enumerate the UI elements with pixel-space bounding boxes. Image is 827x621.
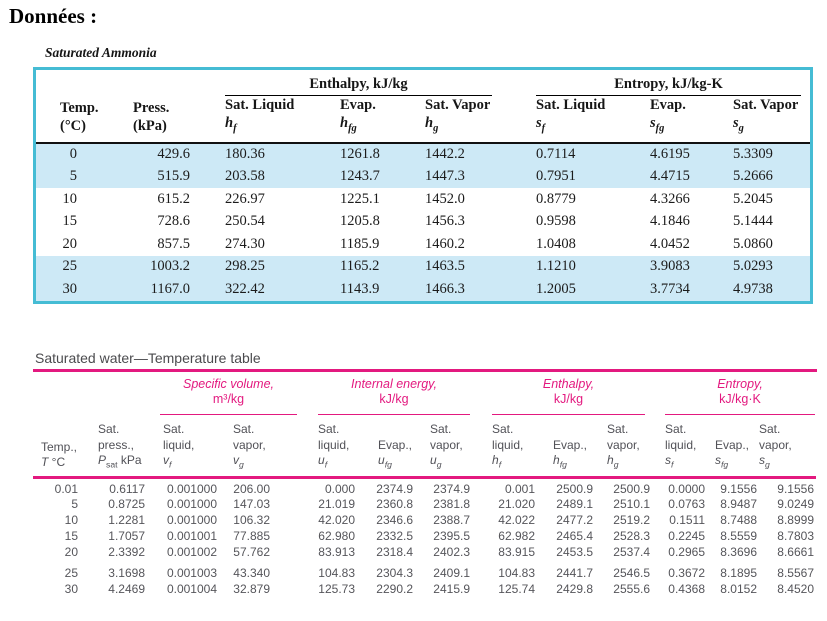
- water-cell: 8.8999: [777, 512, 814, 527]
- water-cell: 42.022: [498, 512, 535, 527]
- water-cell: 0.0000: [668, 481, 705, 496]
- water-cell: 2381.8: [433, 496, 470, 511]
- water-cell: 43.340: [233, 565, 270, 580]
- ammonia-column-header: Sat. Liquid $s_f$: [518, 96, 632, 143]
- water-cell: 2555.6: [613, 581, 650, 596]
- water-cell: 2453.5: [556, 544, 593, 559]
- water-cell: 0.2965: [668, 544, 705, 559]
- group-label: Internal energy,: [351, 377, 437, 391]
- water-table: [33, 350, 817, 615]
- ammonia-cell: 0: [36, 143, 92, 166]
- ammonia-table-row: [36, 143, 810, 166]
- group-unit: kJ/kg: [379, 392, 409, 406]
- ammonia-cell: 0.7114: [518, 143, 632, 166]
- water-cell: 8.4520: [777, 581, 814, 596]
- water-cell: 30: [64, 581, 78, 596]
- water-cell: 2477.2: [556, 512, 593, 527]
- water-cell: 2388.7: [433, 512, 470, 527]
- water-table-row: [33, 512, 816, 528]
- water-cell: 104.83: [498, 565, 535, 580]
- water-table-top-rule: [33, 369, 817, 372]
- ammonia-table: [33, 67, 813, 304]
- water-cell: 8.5559: [720, 528, 757, 543]
- water-cell: 147.03: [233, 496, 270, 511]
- ammonia-cell: 4.3266: [650, 190, 690, 207]
- ammonia-cell: 3.9083: [632, 256, 715, 279]
- water-cell: 0.001000: [166, 512, 217, 527]
- water-cell: 206.00: [233, 481, 270, 496]
- ammonia-cell: 5.0860: [733, 235, 773, 252]
- header-line: Press.: [133, 99, 170, 116]
- water-cell: 3.1698: [108, 565, 145, 580]
- water-cell: 9.0249: [777, 496, 814, 511]
- water-column-header: Sat. liquid, $s_f$: [652, 420, 707, 477]
- ammonia-table-row: [36, 188, 810, 211]
- ammonia-cell: 5: [36, 166, 92, 189]
- water-cell: 8.0152: [720, 581, 757, 596]
- ammonia-cell: 1205.8: [340, 213, 380, 230]
- water-cell: 2500.9: [613, 481, 650, 496]
- water-cell: 2528.3: [613, 528, 650, 543]
- water-cell: 104.83: [318, 565, 355, 580]
- ammonia-cell: 30: [36, 278, 92, 301]
- ammonia-cell: 1143.9: [322, 278, 407, 301]
- group-label: Specific volume,: [182, 377, 274, 391]
- page-title: Données :: [9, 4, 98, 28]
- water-cell: 83.913: [318, 544, 355, 559]
- water-column-header: Sat. liquid, $h_f$: [472, 420, 537, 477]
- ammonia-cell: 1.0408: [536, 235, 576, 252]
- ammonia-column-header: Evap. $s_{fg}$: [632, 96, 715, 143]
- water-cell: 8.7803: [777, 528, 814, 543]
- ammonia-cell: 25: [36, 256, 92, 279]
- ammonia-cell: 1003.2: [92, 256, 207, 279]
- water-column-header: Evap., $h_{fg}$: [537, 420, 595, 477]
- group-label: Enthalpy,: [542, 377, 595, 391]
- water-cell: 125.73: [318, 581, 355, 596]
- ammonia-group-enthalpy: [207, 70, 518, 96]
- ammonia-cell: 226.97: [225, 190, 265, 207]
- water-cell: 9.1556: [720, 481, 757, 496]
- water-cell: 0.000: [324, 481, 355, 496]
- ammonia-cell: 5.0293: [715, 256, 810, 279]
- water-cell: 2546.5: [613, 565, 650, 580]
- water-column-header: Sat. vapor, $u_g$: [415, 420, 472, 477]
- ammonia-cell: 1185.9: [340, 235, 380, 252]
- water-cell: 21.020: [498, 496, 535, 511]
- group-unit: m³/kg: [212, 392, 245, 406]
- water-cell: 21.019: [318, 496, 355, 511]
- ammonia-cell: 203.58: [207, 166, 322, 189]
- ammonia-cell: 1463.5: [407, 256, 518, 279]
- water-cell: 0.001003: [166, 565, 217, 580]
- water-cell: 0.001004: [166, 581, 217, 596]
- ammonia-cell: 4.9738: [715, 278, 810, 301]
- water-cell: 1.2281: [108, 512, 145, 527]
- ammonia-cell: 5.1444: [733, 213, 773, 230]
- water-cell: 2519.2: [613, 512, 650, 527]
- header-line: Temp.: [60, 99, 99, 116]
- ammonia-cell: 1.1210: [518, 256, 632, 279]
- water-cell: 42.020: [318, 512, 355, 527]
- water-cell: 0.3672: [668, 565, 705, 580]
- ammonia-cell: 1456.3: [425, 213, 465, 230]
- ammonia-data-table: [36, 70, 810, 301]
- water-column-header: Sat. vapor, $h_g$: [595, 420, 652, 477]
- water-cell: 5: [71, 496, 78, 511]
- water-cell: 1.7057: [108, 528, 145, 543]
- water-cell: 2409.1: [433, 565, 470, 580]
- water-cell: 4.2469: [108, 581, 145, 596]
- ammonia-cell: 20: [62, 235, 77, 252]
- water-cell: 0.6117: [109, 481, 145, 496]
- ammonia-cell: 1167.0: [92, 278, 207, 301]
- ammonia-cell: 0.8779: [536, 190, 576, 207]
- water-cell: 32.879: [233, 581, 270, 596]
- group-label: Entropy,: [717, 377, 763, 391]
- water-cell: 2441.7: [556, 565, 593, 580]
- group-label: Entropy, kJ/kg-K: [536, 76, 801, 96]
- water-cell: 0.001: [504, 481, 535, 496]
- water-cell: 2290.2: [376, 581, 413, 596]
- group-label: Enthalpy, kJ/kg: [225, 76, 492, 96]
- water-cell: 106.32: [233, 512, 270, 527]
- ammonia-cell: 4.4715: [632, 166, 715, 189]
- water-cell: 0.8725: [108, 496, 145, 511]
- water-cell: 2346.6: [376, 512, 413, 527]
- water-cell: 8.3696: [720, 544, 757, 559]
- water-table-body: [33, 477, 816, 597]
- ammonia-cell: 3.7734: [632, 278, 715, 301]
- water-cell: 0.001002: [166, 544, 217, 559]
- ammonia-cell: 5.3309: [715, 143, 810, 166]
- water-cell: 0.01: [54, 481, 78, 496]
- ammonia-table-body: [36, 143, 810, 301]
- ammonia-group-entropy: [518, 70, 810, 96]
- water-cell: 15: [64, 528, 78, 543]
- water-cell: 2537.4: [613, 544, 650, 559]
- water-cell: 0.001000: [166, 496, 217, 511]
- ammonia-cell: 15: [62, 213, 77, 230]
- water-cell: 2500.9: [556, 481, 593, 496]
- water-group-internal-energy: [318, 377, 470, 415]
- water-cell: 57.762: [233, 544, 270, 559]
- water-cell: 8.1895: [720, 565, 757, 580]
- ammonia-cell: 0.9598: [536, 213, 576, 230]
- water-cell: 0.0763: [668, 496, 705, 511]
- water-table-row: [33, 544, 816, 560]
- ammonia-cell: 4.1846: [650, 213, 690, 230]
- ammonia-cell: 5.2045: [733, 190, 773, 207]
- water-group-specific-volume: [160, 377, 297, 415]
- ammonia-table-row: [36, 233, 810, 256]
- ammonia-cell: 274.30: [225, 235, 265, 252]
- ammonia-cell: 615.2: [157, 190, 190, 207]
- ammonia-cell: 857.5: [157, 235, 190, 252]
- water-table-caption: Saturated water—Temperature table: [35, 350, 261, 366]
- ammonia-table-row: [36, 256, 810, 279]
- water-cell: 77.885: [233, 528, 270, 543]
- water-column-header: Evap., $s_{fg}$: [707, 420, 759, 477]
- water-cell: 2332.5: [376, 528, 413, 543]
- water-cell: 10: [64, 512, 78, 527]
- ammonia-column-header: Sat. Liquid $h_f$: [207, 96, 322, 143]
- ammonia-cell: 250.54: [225, 213, 265, 230]
- water-cell: 0.001000: [166, 481, 217, 496]
- water-cell: 2415.9: [433, 581, 470, 596]
- water-cell: 0.001001: [166, 528, 217, 543]
- ammonia-cell: 10: [62, 190, 77, 207]
- ammonia-cell: 4.6195: [632, 143, 715, 166]
- ammonia-cell: 429.6: [92, 143, 207, 166]
- ammonia-table-row: [36, 166, 810, 189]
- water-column-header: Sat. press., $P_{sat}$ kPa: [80, 420, 147, 477]
- water-group-entropy: [665, 377, 815, 415]
- ammonia-cell: 0.7951: [518, 166, 632, 189]
- ammonia-cell: 1460.2: [425, 235, 465, 252]
- water-table-row: [33, 565, 816, 581]
- water-column-header: Sat. vapor, $v_g$: [219, 420, 272, 477]
- water-cell: 20: [64, 544, 78, 559]
- ammonia-cell: 322.42: [207, 278, 322, 301]
- water-cell: 8.5567: [777, 565, 814, 580]
- water-column-header: Sat. vapor, $s_g$: [759, 420, 816, 477]
- ammonia-cell: 4.0452: [650, 235, 690, 252]
- water-table-row: [33, 496, 816, 512]
- water-cell: 2429.8: [556, 581, 593, 596]
- water-table-row: [33, 477, 816, 496]
- water-data-table: [33, 420, 816, 597]
- ammonia-table-row: [36, 278, 810, 301]
- water-cell: 2.3392: [108, 544, 145, 559]
- water-cell: 2374.9: [376, 481, 413, 496]
- ammonia-cell: 1261.8: [322, 143, 407, 166]
- ammonia-cell: 728.6: [157, 213, 190, 230]
- water-cell: 62.982: [498, 528, 535, 543]
- water-cell: 2374.9: [433, 481, 470, 496]
- water-column-header: Sat. liquid, $v_f$: [147, 420, 219, 477]
- ammonia-column-header-temp: [36, 70, 99, 143]
- water-cell: 8.7488: [720, 512, 757, 527]
- water-cell: 8.9487: [720, 496, 757, 511]
- water-cell: 2318.4: [376, 544, 413, 559]
- ammonia-column-header: Evap. $h_{fg}$: [322, 96, 407, 143]
- ammonia-column-header: Sat. Vapor $s_g$: [715, 96, 810, 143]
- ammonia-column-header: Sat. Vapor $h_g$: [407, 96, 518, 143]
- ammonia-cell: 1225.1: [340, 190, 380, 207]
- water-group-enthalpy: [492, 377, 645, 415]
- water-cell: 2360.8: [376, 496, 413, 511]
- ammonia-cell: 515.9: [92, 166, 207, 189]
- water-cell: 2402.3: [433, 544, 470, 559]
- ammonia-cell: 1452.0: [425, 190, 465, 207]
- water-cell: 2304.3: [376, 565, 413, 580]
- ammonia-cell: 180.36: [207, 143, 322, 166]
- water-table-row: [33, 581, 816, 597]
- water-column-header: Evap., $u_{fg}$: [357, 420, 415, 477]
- ammonia-cell: 1442.2: [407, 143, 518, 166]
- water-column-header: Temp., T °C: [33, 420, 80, 477]
- ammonia-cell: 1447.3: [407, 166, 518, 189]
- header-line: (°C): [60, 117, 86, 134]
- ammonia-table-row: [36, 211, 810, 234]
- water-cell: 0.4368: [668, 581, 705, 596]
- ammonia-column-header-press: [92, 70, 207, 143]
- water-cell: 25: [64, 565, 78, 580]
- water-cell: 125.74: [498, 581, 535, 596]
- water-cell: 9.1556: [777, 481, 814, 496]
- ammonia-cell: 1466.3: [407, 278, 518, 301]
- group-unit: kJ/kg: [553, 392, 584, 406]
- water-cell: 0.2245: [668, 528, 705, 543]
- water-cell: 62.980: [318, 528, 355, 543]
- ammonia-cell: 5.2666: [715, 166, 810, 189]
- water-cell: 2489.1: [556, 496, 593, 511]
- water-cell: 2465.4: [556, 528, 593, 543]
- water-cell: 2510.1: [613, 496, 650, 511]
- ammonia-cell: 1243.7: [322, 166, 407, 189]
- ammonia-cell: 298.25: [207, 256, 322, 279]
- water-column-header: Sat. liquid, $u_f$: [272, 420, 357, 477]
- group-unit: kJ/kg·K: [719, 392, 761, 406]
- water-cell: 2395.5: [433, 528, 470, 543]
- water-cell: 0.1511: [669, 512, 705, 527]
- ammonia-table-caption: Saturated Ammonia: [45, 45, 157, 60]
- ammonia-cell: 1.2005: [518, 278, 632, 301]
- water-cell: 83.915: [498, 544, 535, 559]
- header-line: (kPa): [133, 117, 167, 134]
- ammonia-cell: 1165.2: [322, 256, 407, 279]
- water-cell: 8.6661: [777, 544, 814, 559]
- water-table-row: [33, 528, 816, 544]
